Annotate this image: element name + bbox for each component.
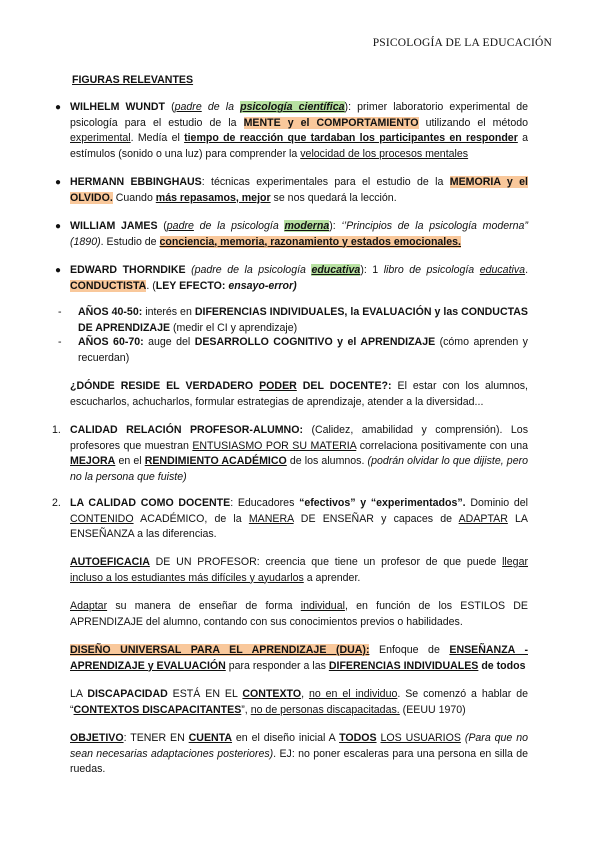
bullet-icon: ●	[55, 221, 62, 232]
objetivo-paragraph: OBJETIVO: TENER EN CUENTA en el diseño inicial A TODOS LOS USUARIOS (Para que no sean necesarias adaptaciones posteriores). EJ: no poner escaleras para una persona en silla de ruedas.	[70, 732, 528, 775]
bullet-icon: ●	[55, 102, 62, 113]
autoeficacia-paragraph: AUTOEFICACIA DE UN PROFESOR: creencia que tiene un profesor de que puede llegar incluso a los estudiantes más difíciles y ayudarlos a aprender.	[70, 556, 528, 584]
bullet-thorndike: ● EDWARD THORNDIKE (padre de la psicología educativa): 1 libro de psicología educativa. CONDUCTISTA. (LEY EFECTO: ensayo-error)	[55, 264, 529, 292]
person-name: WILHELM WUNDT	[70, 101, 165, 113]
bullet-icon: ●	[55, 177, 62, 188]
person-name: WILLIAM JAMES	[70, 220, 158, 232]
numbered-item-1: 1. CALIDAD RELACIÓN PROFESOR-ALUMNO: (Calidez, amabilidad y comprensión). Los profesores que muestran ENTUSIASMO POR SU MATERIA correlaciona positivamente con una MEJORA en el RENDIMIENTO ACADÉMICO de los alumnos. (podrán olvidar lo que dijiste, pero no la persona que fuiste)	[52, 424, 529, 483]
dash-item-60-70: - AÑOS 60-70: auge del DESARROLLO COGNITIVO y el APRENDIZAJE (cómo aprenden y recuerdan)	[58, 336, 528, 364]
section-title: FIGURAS RELEVANTES	[72, 74, 194, 86]
discapacidad-paragraph: LA DISCAPACIDAD ESTÁ EN EL CONTEXTO, no en el individuo. Se comenzó a hablar de “CONTEXTOS DISCAPACITANTES”, no de personas discapacitadas. (EEUU 1970)	[70, 688, 528, 716]
numbered-item-2: 2. LA CALIDAD COMO DOCENTE: Educadores “efectivos” y “experimentados”. Dominio del CONTENIDO ACADÉMICO, de la MANERA DE ENSEÑAR y capaces de ADAPTAR LA ENSEÑANZA a las diferencias.	[52, 497, 529, 540]
bullet-icon: ●	[55, 265, 62, 276]
bullet-james: ● WILLIAM JAMES (padre de la psicología moderna): ‘’Principios de la psicología moderna” (1890). Estudio de conciencia, memoria, razonamiento y estados emocionales.	[55, 220, 528, 248]
person-name: HERMANN EBBINGHAUS	[70, 176, 202, 188]
poder-paragraph: ¿DÓNDE RESIDE EL VERDADERO PODER DEL DOCENTE?: El estar con los alumnos, escucharlos, achucharlos, formular estrategias de aprendizaje, atender a la diversidad...	[70, 380, 528, 408]
bullet-wundt: ● WILHELM WUNDT (padre de la psicología científica): primer laboratorio experimental de psicología para el estudio de la MENTE y el COMPORTAMIENTO utilizando el método experimental. Medía el tiempo de reacción que tardaban los participantes en responder a estímulos (sonido o una luz) para comprender la velocidad de los procesos mentales	[55, 101, 528, 160]
page-header: PSICOLOGÍA DE LA EDUCACIÓN	[372, 37, 552, 49]
dash-item-40-50: - AÑOS 40-50: interés en DIFERENCIAS INDIVIDUALES, la EVALUACIÓN y las CONDUCTAS DE APRENDIZAJE (medir el CI y aprendizaje)	[58, 306, 528, 334]
adaptar-paragraph: Adaptar su manera de enseñar de forma individual, en función de los ESTILOS DE APRENDIZAJE del alumno, contando con sus conocimientos previos o habilidades.	[70, 600, 528, 628]
person-name: EDWARD THORNDIKE	[70, 264, 186, 276]
dua-paragraph: DISEÑO UNIVERSAL PARA EL APRENDIZAJE (DUA): Enfoque de ENSEÑANZA - APRENDIZAJE y EVALUACIÓN para responder a las DIFERENCIAS INDIVIDUALES de todos	[70, 644, 528, 672]
bullet-ebbinghaus: ● HERMANN EBBINGHAUS: técnicas experimentales para el estudio de la MEMORIA y el OLVIDO. Cuando más repasamos, mejor se nos quedará la lección.	[55, 176, 528, 204]
